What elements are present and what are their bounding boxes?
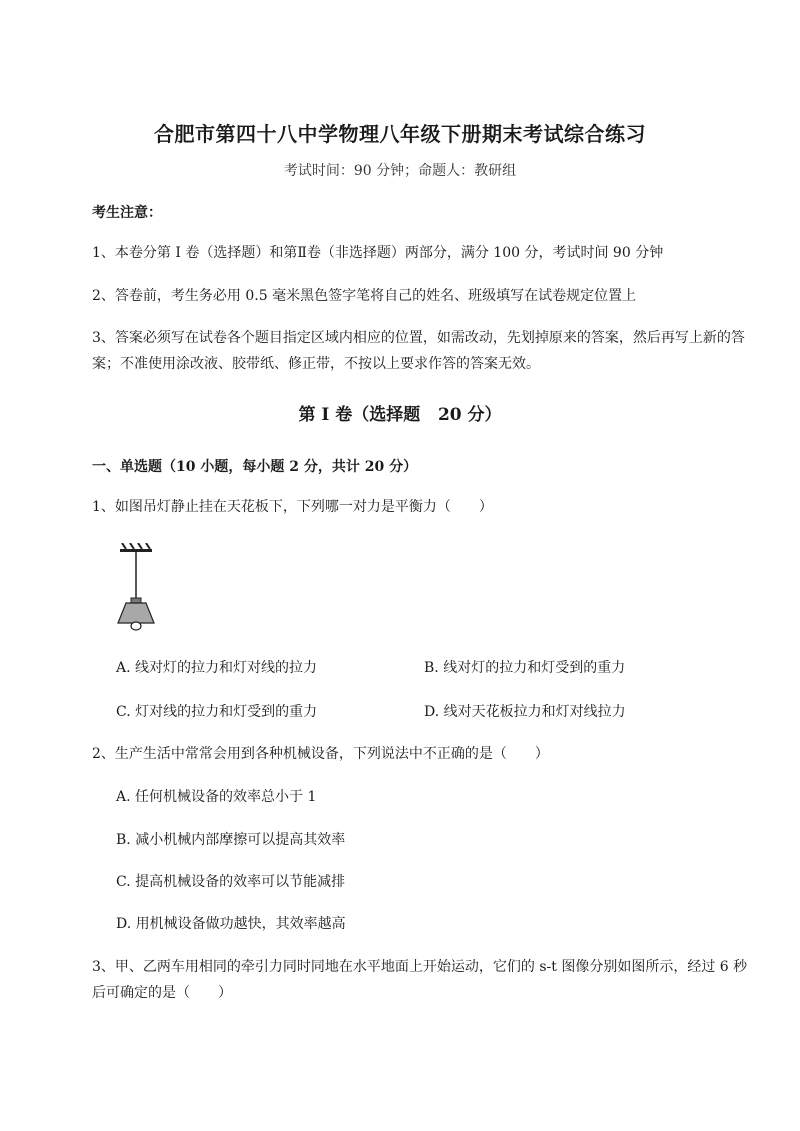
hanging-lamp-icon	[112, 543, 160, 633]
question-1-option-b: B. 线对灯的拉力和灯受到的重力	[424, 660, 626, 676]
question-1-stem: 1、如图吊灯静止挂在天花板下，下列哪一对力是平衡力（ ）	[92, 499, 493, 515]
question-2-option-a: A. 任何机械设备的效率总小于 1	[116, 789, 317, 805]
question-2-stem: 2、生产生活中常常会用到各种机械设备，下列说法中不正确的是（ ）	[92, 746, 549, 762]
notice-item-1: 1、本卷分第 I 卷（选择题）和第Ⅱ卷（非选择题）两部分，满分 100 分，考试时间 90 分钟	[92, 245, 664, 261]
question-2-option-c: C. 提高机械设备的效率可以节能减排	[116, 874, 346, 890]
section-title: 第 I 卷（选择题 20 分）	[298, 405, 502, 425]
part-heading: 一、单选题（10 小题，每小题 2 分，共计 20 分）	[92, 459, 418, 475]
notice-item-2: 2、答卷前，考生务必用 0.5 毫米黑色签字笔将自己的姓名、班级填写在试卷规定位置上	[92, 288, 637, 304]
question-2-option-d: D. 用机械设备做功越快，其效率越高	[116, 916, 346, 932]
question-2-option-b: B. 减小机械内部摩擦可以提高其效率	[116, 832, 346, 848]
question-1-option-a: A. 线对灯的拉力和灯对线的拉力	[116, 660, 318, 676]
question-1-option-d: D. 线对天花板拉力和灯对线拉力	[424, 704, 626, 720]
question-1-option-c: C. 灯对线的拉力和灯受到的重力	[116, 704, 318, 720]
notice-heading: 考生注意：	[92, 205, 162, 221]
page-title: 合肥市第四十八中学物理八年级下册期末考试综合练习	[154, 122, 646, 146]
notice-item-3: 3、答案必须写在试卷各个题目指定区域内相应的位置，如需改动，先划掉原来的答案，然后再写上新的答案；不准使用涂改液、胶带纸、修正带，不按以上要求作答的答案无效。	[92, 330, 745, 372]
exam-info: 考试时间：90 分钟；命题人：教研组	[283, 163, 517, 179]
question-3-stem: 3、甲、乙两车用相同的牵引力同时同地在水平地面上开始运动，它们的 s-t 图像分别如图所示，经过 6 秒后可确定的是（ ）	[92, 959, 748, 1001]
